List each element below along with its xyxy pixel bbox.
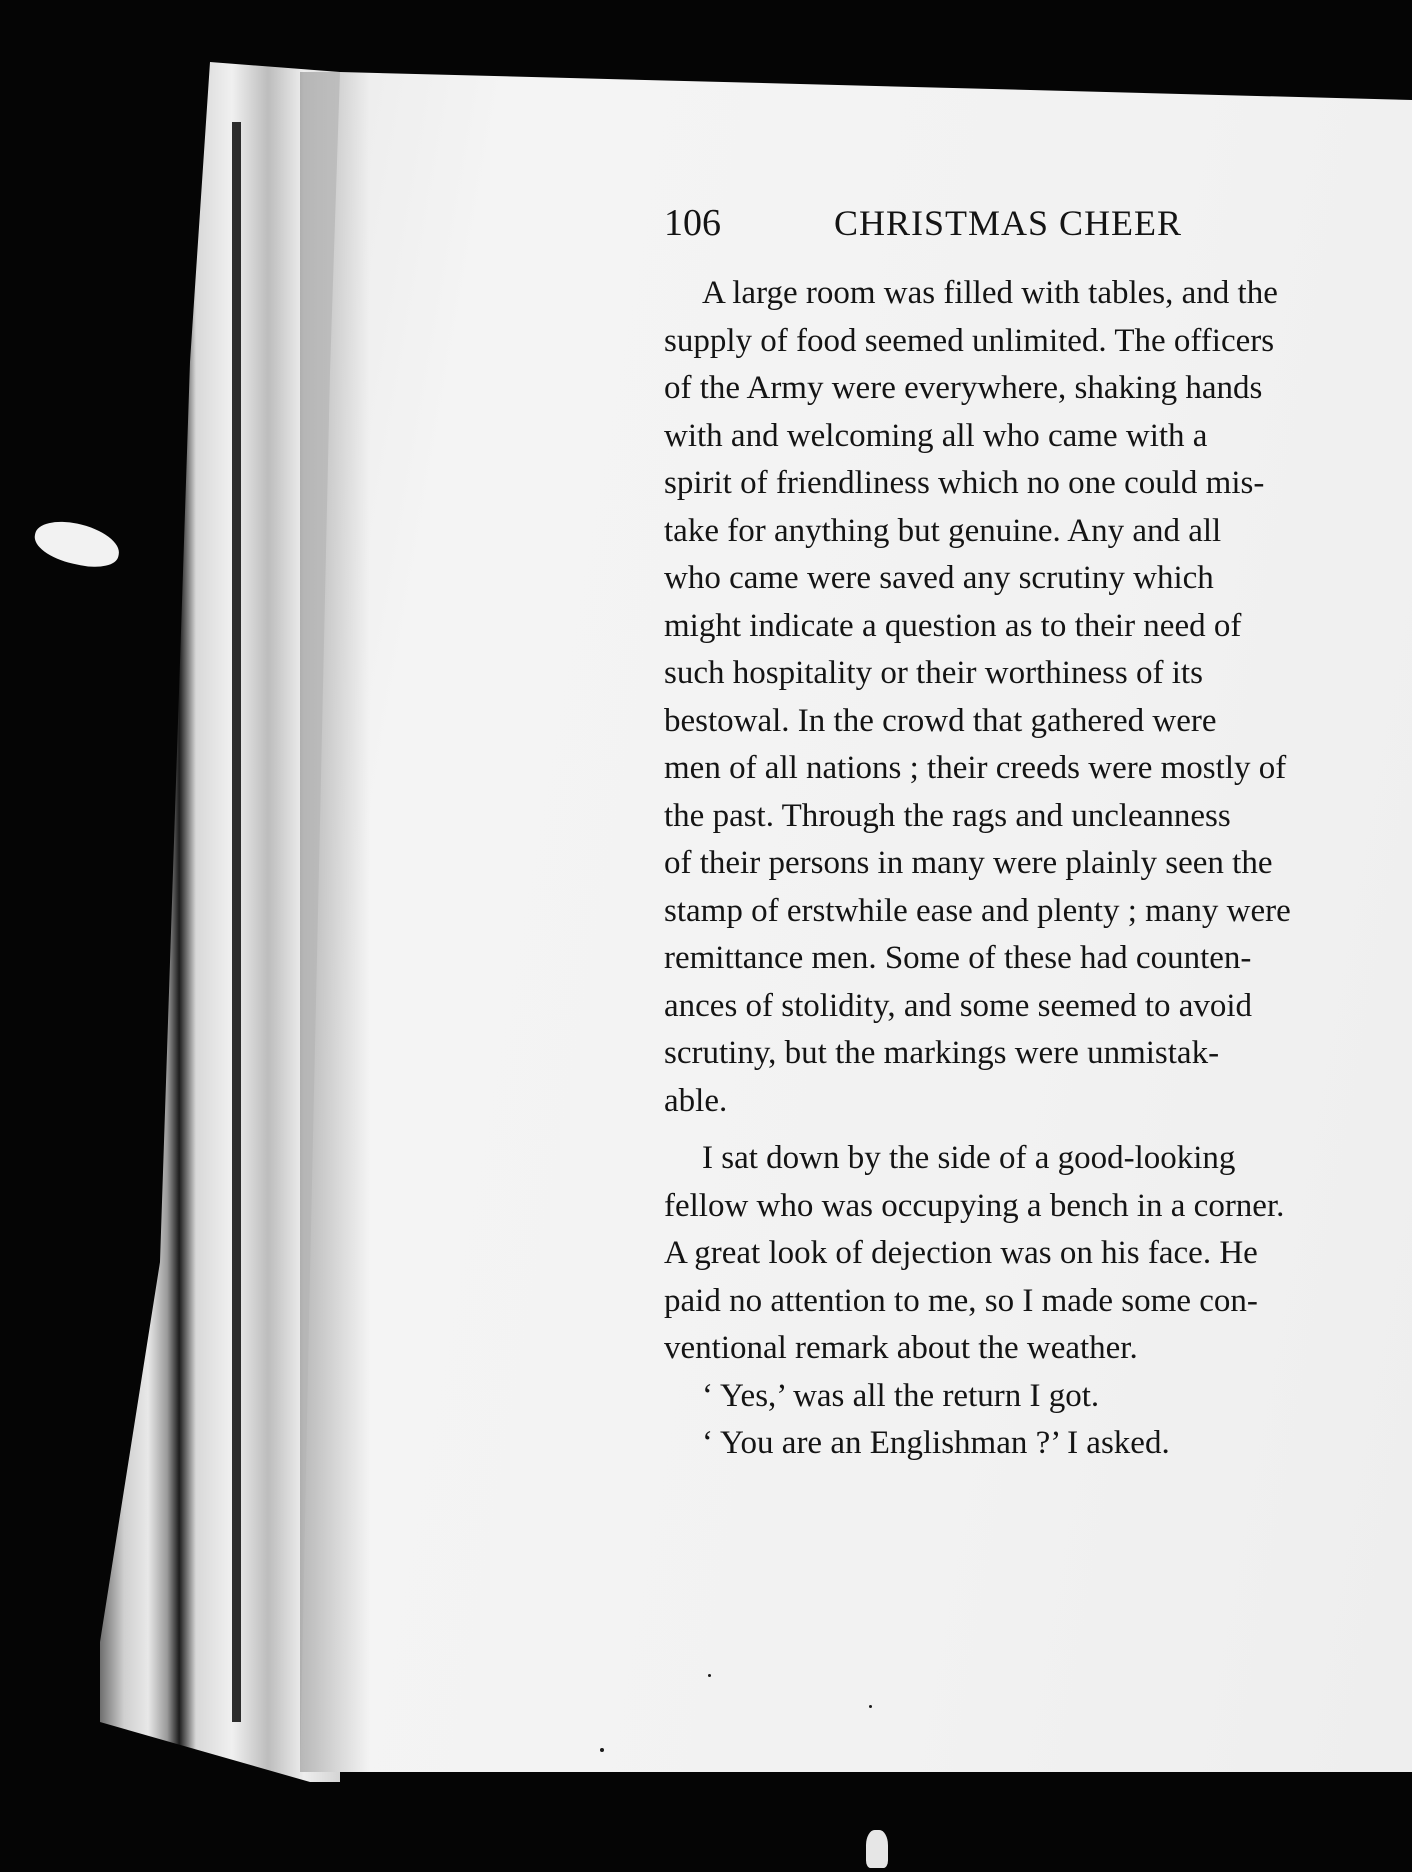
scan-blemish xyxy=(31,515,123,572)
dust-speck xyxy=(869,1705,872,1708)
paragraph xyxy=(664,1135,1406,1373)
text-line: bestowal. In the crowd that gathered were xyxy=(664,702,1217,739)
text-line: of their persons in many were plainly seen the xyxy=(664,845,1273,881)
text-line: ances of stolidity, and some seemed to avoid xyxy=(664,987,1253,1024)
text-line: able. xyxy=(664,1082,728,1119)
text-line: the past. Through the rags and uncleanness xyxy=(664,797,1231,834)
text-line: I sat down by the side of a good-looking xyxy=(702,1140,1236,1176)
paragraph xyxy=(664,1420,1406,1468)
text-line: ventional remark about the weather. xyxy=(664,1330,1138,1366)
text-line: with and welcoming all who came with a xyxy=(664,417,1208,454)
running-title: CHRISTMAS CHEER xyxy=(834,203,1183,243)
gutter-shadow xyxy=(300,72,370,1772)
text-line: A large room was filled with tables, and the xyxy=(702,275,1278,311)
text-line: scrutiny, but the markings were unmistak- xyxy=(664,1035,1220,1071)
text-line: spirit of friendliness which no one could mis- xyxy=(664,465,1265,501)
text-line: who came were saved any scrutiny which xyxy=(664,560,1214,596)
text-line: ‘ You are an Englishman ?’ I asked. xyxy=(702,1425,1170,1461)
text-line: take for anything but genuine. Any and all xyxy=(664,512,1222,549)
text-line: remittance men. Some of these had counten- xyxy=(664,940,1252,976)
paragraph xyxy=(664,1373,1406,1421)
text-line: of the Army were everywhere, shaking hands xyxy=(664,370,1263,406)
dust-speck xyxy=(600,1748,604,1752)
text-line: might indicate a question as to their need of xyxy=(664,607,1242,644)
page-number: 106 xyxy=(664,202,721,244)
text-line: such hospitality or their worthiness of its xyxy=(664,655,1203,691)
text-line: men of all nations ; their creeds were mostly of xyxy=(664,750,1287,786)
paragraph xyxy=(664,270,1406,1125)
scan-bottom-mark xyxy=(866,1830,888,1868)
text-line: fellow who was occupying a bench in a corner. xyxy=(664,1187,1285,1224)
text-line: A great look of dejection was on his face. He xyxy=(664,1235,1258,1271)
dust-speck xyxy=(708,1674,711,1677)
running-header xyxy=(664,200,1406,262)
text-line: stamp of erstwhile ease and plenty ; many were xyxy=(664,892,1291,929)
text-line: ‘ Yes,’ was all the return I got. xyxy=(702,1377,1100,1414)
text-line: paid no attention to me, so I made some con- xyxy=(664,1282,1258,1319)
page-text xyxy=(664,200,1406,1468)
text-line: supply of food seemed unlimited. The officers xyxy=(664,322,1275,359)
